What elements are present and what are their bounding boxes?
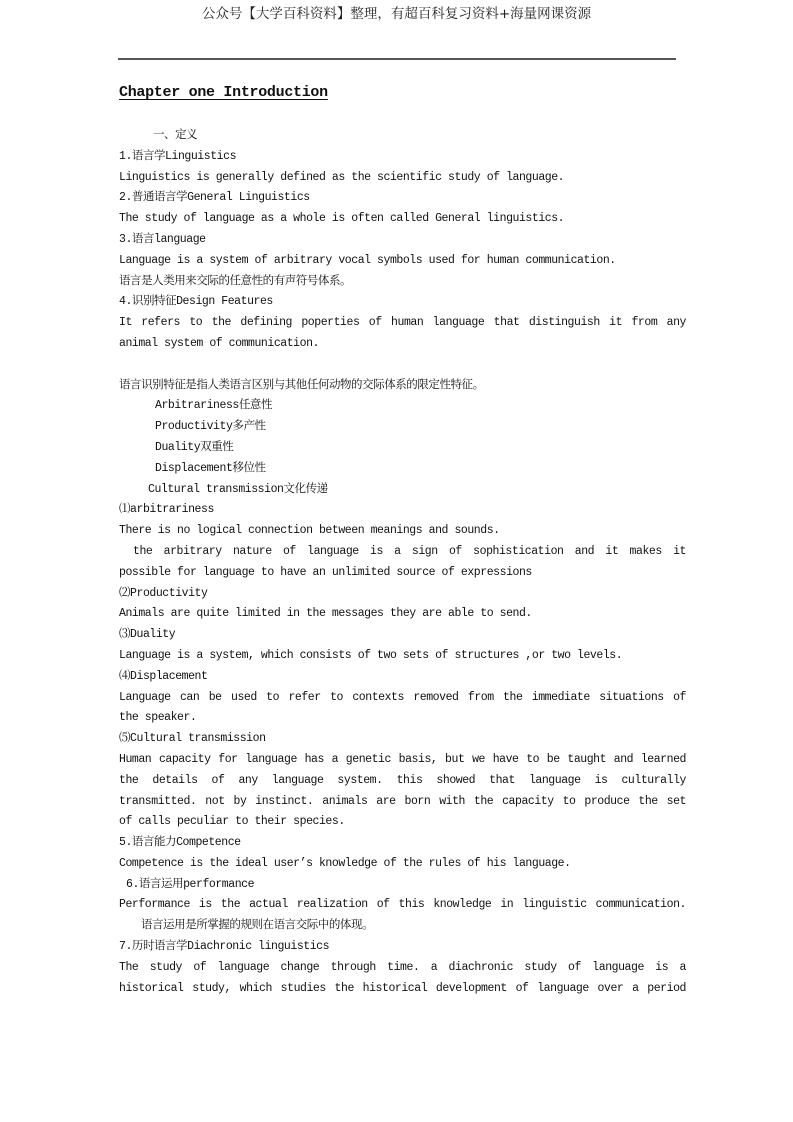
header-banner: 公众号【大学百科资料】整理，有超百科复习资料+海量网课资源 <box>201 6 592 22</box>
text-line: Arbitrariness任意性 <box>155 399 273 413</box>
text-line: Language can be used to refer to contexts removed from the immediate situations of <box>119 690 686 704</box>
text-line: Cultural transmission文化传递 <box>148 482 328 496</box>
text-line: ⑸Cultural transmission <box>119 732 266 746</box>
text-line: There is no logical connection between meanings and sounds. <box>119 524 500 538</box>
text-line: Animals are quite limited in the messages they are able to send. <box>119 607 532 621</box>
text-line: ⑷Displacement <box>119 669 208 683</box>
text-line: 6.语言运用performance <box>126 877 255 891</box>
text-line: Displacement移位性 <box>155 461 266 475</box>
text-line: of calls peculiar to their species. <box>119 815 345 829</box>
chapter-title: Chapter one Introduction <box>119 84 328 101</box>
text-line: Performance is the actual realization of this knowledge in linguistic communication. <box>119 898 686 912</box>
text-line: Language is a system, which consists of two sets of structures ,or two levels. <box>119 648 623 662</box>
text-line: Human capacity for language has a genetic basis, but we have to be taught and learned <box>119 752 686 766</box>
text-line: Language is a system of arbitrary vocal symbols used for human communication. <box>119 253 616 267</box>
text-line: The study of language as a whole is often called General linguistics. <box>119 212 565 226</box>
text-line: 5.语言能力Competence <box>119 836 241 850</box>
text-line: ⑴arbitrariness <box>119 503 214 517</box>
text-line: historical study, which studies the historical development of language over a period <box>119 981 686 995</box>
text-line: possible for language to have an unlimited source of expressions <box>119 565 532 579</box>
text-line: ⑵Productivity <box>119 586 208 600</box>
text-line: The study of language change through time. a diachronic study of language is a <box>119 960 686 974</box>
header-divider <box>118 58 676 60</box>
text-line: 7.历时语言学Diachronic linguistics <box>119 940 330 954</box>
text-line: Competence is the ideal user’s knowledge of the rules of his language. <box>119 856 571 870</box>
text-line: 2.普通语言学General Linguistics <box>119 191 310 205</box>
text-line: 一、定义 <box>153 129 198 142</box>
text-line: 4.识别特征Design Features <box>119 295 273 309</box>
text-line: ⑶Duality <box>119 628 176 642</box>
document-body <box>119 126 686 999</box>
blank-line <box>119 355 686 376</box>
text-line: 语言识别特征是指人类语言区别与其他任何动物的交际体系的限定性特征。 <box>119 378 484 392</box>
text-line: Linguistics is generally defined as the scientific study of language. <box>119 170 565 184</box>
text-line: the details of any language system. this showed that language is culturally <box>119 773 686 787</box>
text-line: It refers to the defining poperties of human language that distinguish it from any <box>119 316 686 330</box>
text-line: transmitted. not by instinct. animals are born with the capacity to produce the set <box>119 794 686 808</box>
text-line: 1.语言学Linguistics <box>119 149 237 163</box>
text-line: Duality双重性 <box>155 440 234 454</box>
text-line: the arbitrary nature of language is a sign of sophistication and it makes it <box>133 544 686 558</box>
text-line: Productivity多产性 <box>155 420 266 434</box>
text-line: 语言是人类用来交际的任意性的有声符号体系。 <box>119 274 352 288</box>
text-line: 3.语言language <box>119 232 206 246</box>
text-line: animal system of communication. <box>119 336 319 350</box>
text-line: the speaker. <box>119 711 197 725</box>
text-line: 语言运用是所掌握的规则在语言交际中的体现。 <box>141 919 374 933</box>
